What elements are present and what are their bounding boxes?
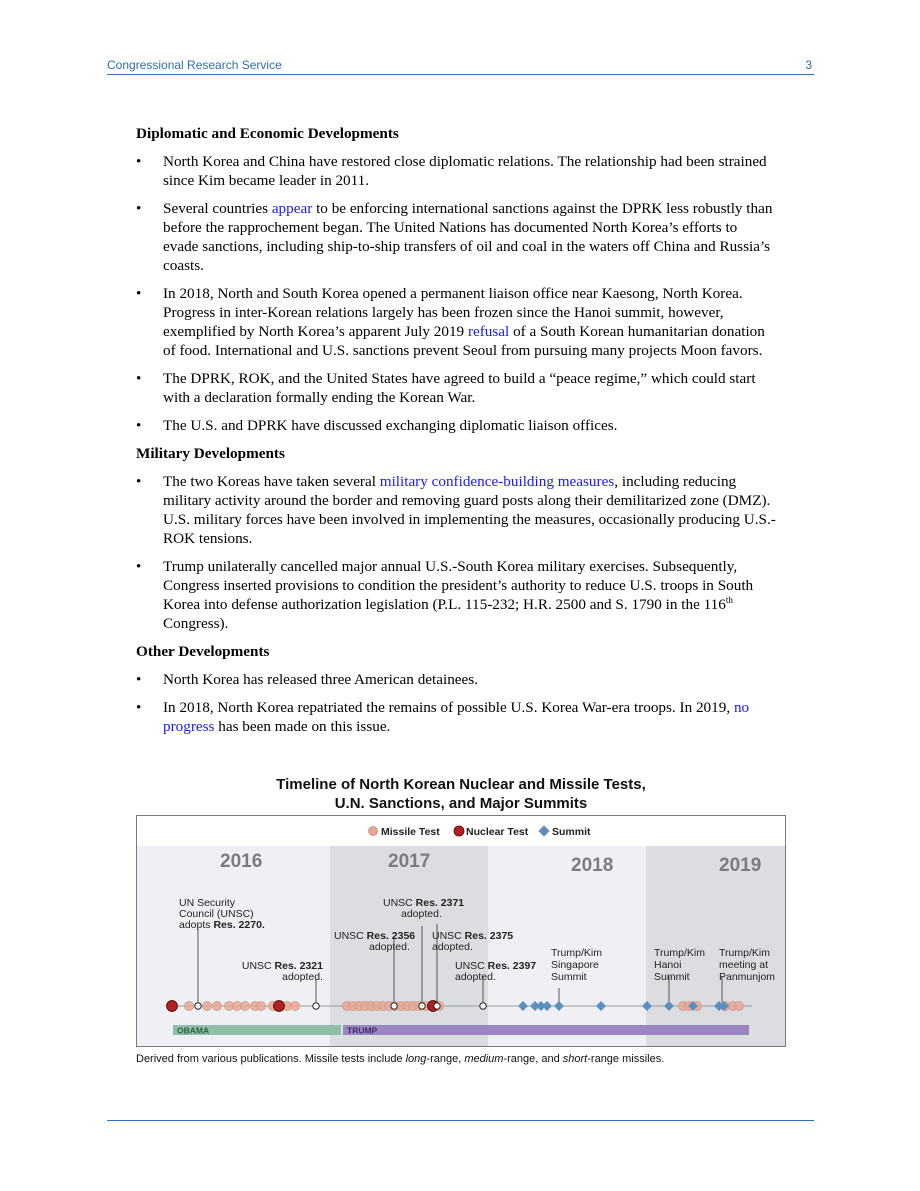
legend-nuclear-marker: [454, 826, 464, 836]
year-label: 2017: [388, 851, 431, 872]
annotation-res2375: adopted.: [432, 941, 473, 953]
bullet-text: of a South Korean humanitarian donation of food. International and U.S. sanctions prevent Seoul from pursuing many projects Moon favors.: [163, 323, 765, 359]
annotation-summit: Summit: [551, 971, 587, 983]
band-2018: [488, 846, 646, 1046]
caption-text: -range missiles.: [587, 1053, 665, 1065]
page-number: 3: [805, 58, 812, 72]
year-label: 2018: [571, 855, 614, 876]
band-2019: [646, 846, 785, 1046]
annotation-summit: Trump/Kim: [654, 947, 705, 959]
annotation-res2321: adopted.: [282, 971, 323, 983]
annotation-summit: Trump/Kim: [719, 947, 770, 959]
bullet-marker: •: [136, 558, 142, 575]
sanction-marker: [391, 1003, 397, 1009]
annotation-summit: Summit: [654, 971, 690, 983]
nuclear-test-marker: [274, 1001, 285, 1012]
annotation-res2270: Council (UNSC): [179, 908, 254, 920]
sanction-marker: [434, 1003, 440, 1009]
annotation-res2397: adopted.: [455, 971, 496, 983]
sanction-marker: [313, 1003, 319, 1009]
report-body: [136, 124, 776, 736]
bullet-list: [136, 152, 776, 435]
bullet-text: The U.S. and DPRK have discussed exchanging diplomatic liaison offices.: [163, 417, 618, 434]
annotation-summit: Hanoi: [654, 959, 682, 971]
bullet-marker: •: [136, 370, 142, 387]
caption-text: Derived from various publications. Missile tests include: [136, 1053, 406, 1065]
bullet-item: [136, 698, 776, 736]
missile-test-marker: [184, 1001, 193, 1010]
bullet-text: In 2018, North and South Korea opened a permanent liaison office near Kaesong, North Korea. Progress in inter-Korean relations largely has been frozen since the Hanoi summit, however, exemplified by North Korea’s apparent July 2019: [163, 285, 743, 340]
missile-test-marker: [256, 1001, 265, 1010]
bullet-item: [136, 416, 776, 435]
year-label: 2016: [220, 851, 263, 872]
bullet-item: [136, 557, 776, 633]
section-heading: Military Developments: [136, 445, 285, 462]
missile-test-marker: [240, 1001, 249, 1010]
inline-link[interactable]: military confidence-building measures: [379, 473, 615, 490]
superscript: th: [725, 594, 733, 605]
inline-link[interactable]: no progress: [163, 699, 750, 735]
section-heading: Other Developments: [136, 643, 270, 660]
annotation-res2270: adopts Res. 2270.: [179, 919, 265, 931]
bullet-text: In 2018, North Korea repatriated the remains of possible U.S. Korea War-era troops. In 2019,: [163, 699, 734, 716]
caption-text: -range,: [426, 1053, 465, 1065]
missile-test-marker: [202, 1001, 211, 1010]
bullet-marker: •: [136, 285, 142, 302]
bullet-item: [136, 369, 776, 407]
sanction-marker: [195, 1003, 201, 1009]
page-header: [107, 57, 814, 75]
legend-nuclear-label: Nuclear Test: [466, 826, 529, 838]
year-label: 2019: [719, 855, 762, 876]
annotation-res2356: UNSC Res. 2356: [334, 930, 416, 942]
caption-text: -range, and: [503, 1053, 563, 1065]
bullet-list: [136, 472, 776, 633]
missile-test-marker: [734, 1001, 743, 1010]
figure-caption: [136, 1053, 664, 1065]
bullet-text: to be enforcing international sanctions against the DPRK less robustly than before the rapprochement began. The United Nations has documented North Korea’s efforts to evade sanctions, including ship-to-ship transfers of oil and coal in the waters off China and Russia’s coasts.: [163, 200, 773, 274]
caption-text: medium: [464, 1053, 504, 1065]
trump-bar: [343, 1025, 749, 1035]
annotation-res2371: UNSC Res. 2371: [383, 897, 465, 909]
missile-test-marker: [290, 1001, 299, 1010]
sanction-marker: [419, 1003, 425, 1009]
bullet-text: North Korea and China have restored close diplomatic relations. The relationship had been strained since Kim became leader in 2011.: [163, 153, 767, 189]
bullet-item: [136, 199, 776, 275]
bullet-item: [136, 152, 776, 190]
figure-title: [136, 775, 786, 813]
caption-text: short: [562, 1053, 588, 1065]
header-publisher: Congressional Research Service: [107, 58, 282, 72]
timeline-svg: [137, 816, 785, 1046]
annotation-res2356: adopted.: [369, 941, 410, 953]
inline-link[interactable]: refusal: [467, 323, 510, 340]
bullet-text: , including reducing military activity around the border and removing guard posts along their demilitarized zone (DMZ). U.S. military forces have been involved in implementing the measures, occasionally producing U.S.-ROK tensions.: [163, 473, 776, 547]
missile-test-marker: [212, 1001, 221, 1010]
bullet-marker: •: [136, 473, 142, 490]
bullet-text: North Korea has released three American detainees.: [163, 671, 478, 688]
bullet-text: Several countries: [163, 200, 272, 217]
bullet-marker: •: [136, 153, 142, 170]
band-2016: [137, 846, 330, 1046]
annotation-summit: Panmunjom: [719, 971, 776, 983]
annotation-res2321: UNSC Res. 2321: [241, 960, 323, 972]
obama-label: OBAMA: [177, 1025, 210, 1036]
figure-title-line1: Timeline of North Korean Nuclear and Missile Tests,: [276, 776, 646, 793]
figure-title-line2: U.N. Sanctions, and Major Summits: [334, 795, 588, 812]
bullet-text: Trump unilaterally cancelled major annual U.S.-South Korea military exercises. Subsequently, Congress inserted provisions to condition the president’s authority to reduce U.S. troops in South Korea into defense authorization legislation (P.L. 115-232; H.R. 2500 and S. 1790 in the 116: [163, 558, 754, 613]
bullet-item: [136, 472, 776, 548]
footer-rule: [107, 1120, 814, 1121]
bullet-text: has been made on this issue.: [214, 718, 391, 735]
sanction-marker: [480, 1003, 486, 1009]
annotation-summit: Trump/Kim: [551, 947, 602, 959]
bullet-marker: •: [136, 671, 142, 688]
caption-text: long: [405, 1053, 427, 1065]
annotation-summit: Singapore: [551, 959, 599, 971]
annotation-summit: meeting at: [719, 959, 769, 971]
bullet-list: [136, 670, 776, 736]
annotation-res2375: UNSC Res. 2375: [432, 930, 514, 942]
bullet-text: The two Koreas have taken several: [163, 473, 380, 490]
inline-link[interactable]: appear: [271, 200, 313, 217]
annotation-res2371: adopted.: [401, 908, 442, 920]
annotation-res2270: UN Security: [179, 897, 236, 909]
legend-missile-marker: [369, 827, 378, 836]
bullet-marker: •: [136, 699, 142, 716]
bullet-item: [136, 670, 776, 689]
bullet-marker: •: [136, 417, 142, 434]
timeline-figure: [136, 815, 786, 1047]
legend-missile-label: Missile Test: [381, 826, 440, 838]
nuclear-test-marker: [167, 1001, 178, 1012]
trump-label: TRUMP: [347, 1025, 378, 1036]
bullet-item: [136, 284, 776, 360]
bullet-marker: •: [136, 200, 142, 217]
legend-summit-label: Summit: [552, 826, 591, 838]
bullet-text: The DPRK, ROK, and the United States have agreed to build a “peace regime,” which could start with a declaration formally ending the Korean War.: [163, 370, 756, 406]
section-heading: Diplomatic and Economic Developments: [136, 125, 399, 142]
annotation-res2397: UNSC Res. 2397: [455, 960, 537, 972]
bullet-text: Congress).: [163, 615, 229, 632]
